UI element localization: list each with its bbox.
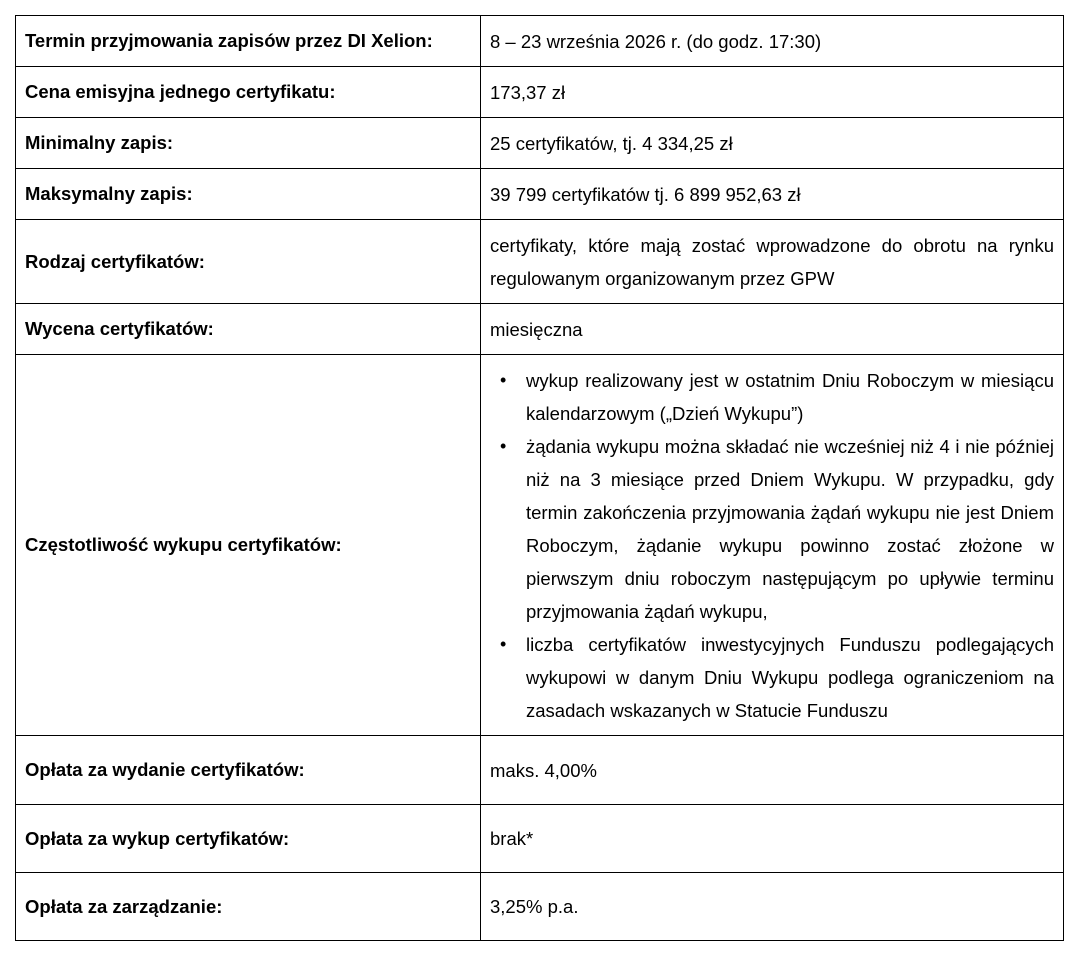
row-value: 173,37 zł <box>481 67 1064 118</box>
table-row <box>16 16 1064 67</box>
row-value: 25 certyfikatów, tj. 4 334,25 zł <box>481 118 1064 169</box>
row-value: certyfikaty, które mają zostać wprowadzone do obrotu na rynku regulowanym organizowanym przez GPW <box>481 220 1064 304</box>
table-row <box>16 304 1064 355</box>
row-label: Minimalny zapis: <box>16 118 481 169</box>
redemption-bullet-list <box>490 364 1054 727</box>
row-label: Częstotliwość wykupu certyfikatów: <box>16 355 481 736</box>
table-row <box>16 220 1064 304</box>
row-label: Cena emisyjna jednego certyfikatu: <box>16 67 481 118</box>
row-value: 3,25% p.a. <box>481 873 1064 941</box>
row-value: maks. 4,00% <box>481 736 1064 805</box>
row-label: Termin przyjmowania zapisów przez DI Xelion: <box>16 16 481 67</box>
table-row <box>16 805 1064 873</box>
row-value: brak* <box>481 805 1064 873</box>
row-label: Rodzaj certyfikatów: <box>16 220 481 304</box>
bullet-item: • wykup realizowany jest w ostatnim Dniu Roboczym w miesiącu kalendarzowym („Dzień Wykupu”) <box>526 364 1054 430</box>
row-value: miesięczna <box>481 304 1064 355</box>
row-label: Opłata za wydanie certyfikatów: <box>16 736 481 805</box>
row-label: Opłata za wykup certyfikatów: <box>16 805 481 873</box>
table-row <box>16 736 1064 805</box>
row-value <box>481 355 1064 736</box>
table-row <box>16 169 1064 220</box>
bullet-item: • liczba certyfikatów inwestycyjnych Funduszu podlegających wykupowi w danym Dniu Wykupu podlega ograniczeniom na zasadach wskazanych w Statucie Funduszu <box>526 628 1054 727</box>
row-value: 39 799 certyfikatów tj. 6 899 952,63 zł <box>481 169 1064 220</box>
table-row <box>16 118 1064 169</box>
row-label: Opłata za zarządzanie: <box>16 873 481 941</box>
row-value: 8 – 23 września 2026 r. (do godz. 17:30) <box>481 16 1064 67</box>
table-row <box>16 355 1064 736</box>
row-label: Maksymalny zapis: <box>16 169 481 220</box>
table-row <box>16 873 1064 941</box>
offer-terms-table <box>15 15 1064 941</box>
table-row <box>16 67 1064 118</box>
row-label: Wycena certyfikatów: <box>16 304 481 355</box>
bullet-item: • żądania wykupu można składać nie wcześniej niż 4 i nie później niż na 3 miesiące przed Dniem Wykupu. W przypadku, gdy termin zakończenia przyjmowania żądań wykupu nie jest Dniem Roboczym, żądanie wykupu powinno zostać złożone w pierwszym dniu roboczym następującym po upływie terminu przyjmowania żądań wykupu, <box>526 430 1054 628</box>
